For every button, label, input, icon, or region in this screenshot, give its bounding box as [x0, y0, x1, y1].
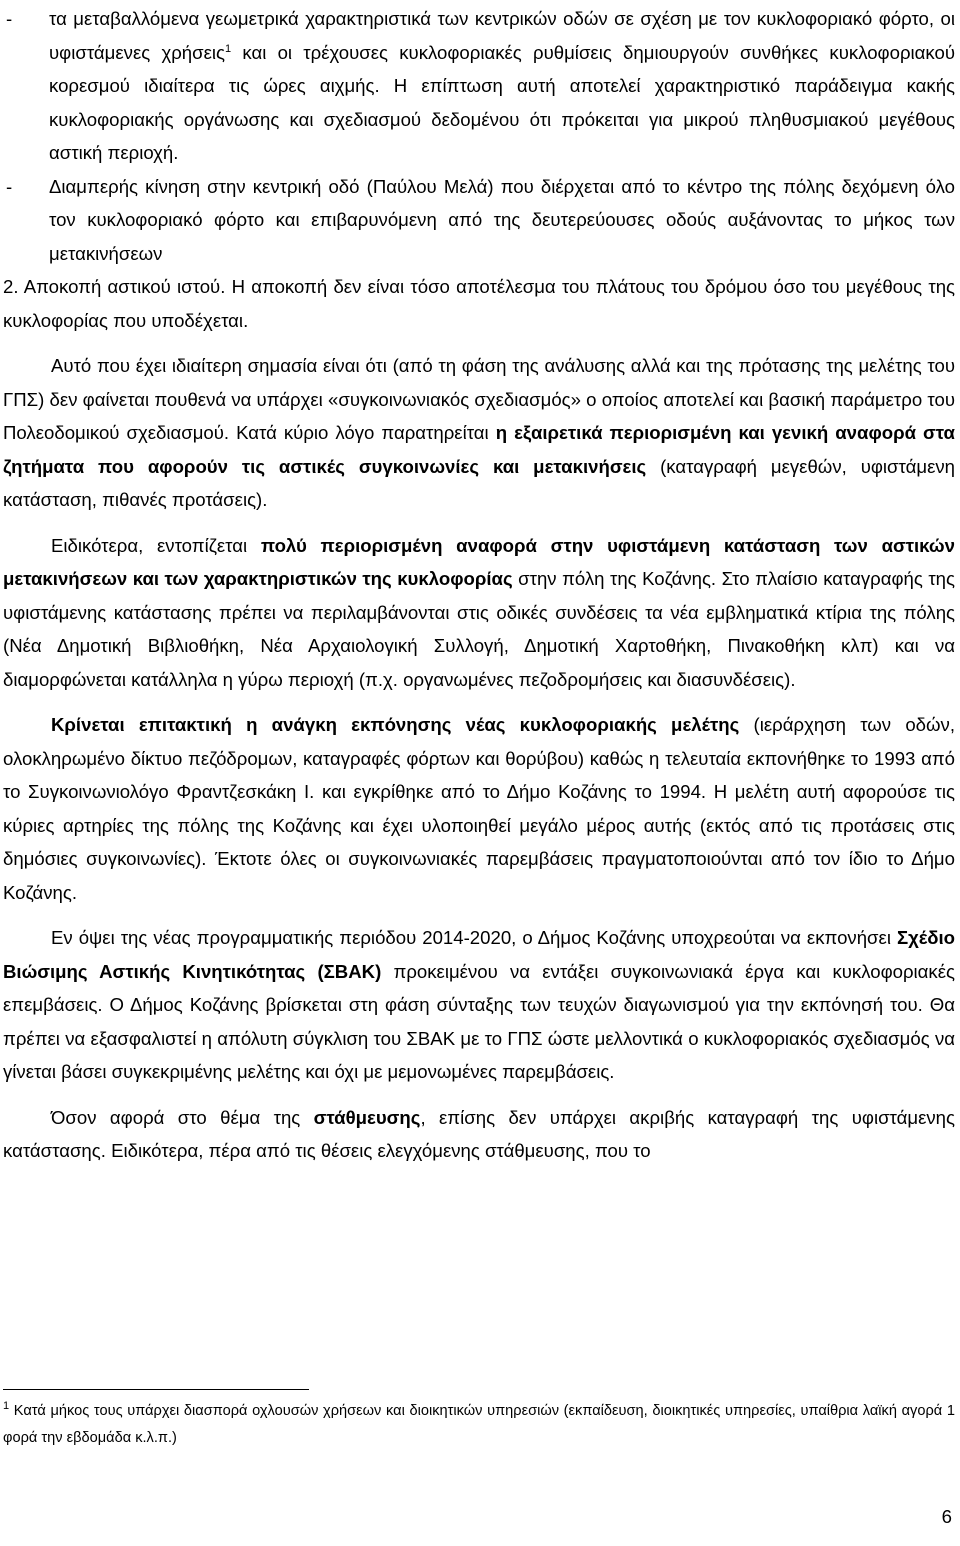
list-item [3, 170, 955, 271]
paragraph: Ειδικότερα, εντοπίζεται πολύ περιορισμένη αναφορά στην υφιστάμενη κατάσταση των αστικών μετακινήσεων και των χαρακτηριστικών της κυκλοφορίας στην πόλη της Κοζάνης. Στο πλαίσιο καταγραφής της υφιστάμενης κατάστασης πρέπει να περιλαμβάνονται στις οδικές συνδέσεις τα νέα εμβληματικά κτίρια της πόλης (Νέα Δημοτική Βιβλιοθήκη, Νέα Αρχαιολογική Συλλογή, Δημοτική Χαρτοθήκη, Πινακοθήκη κλπ) και να διαμορφώνεται κατάλληλα η γύρω περιοχή (π.χ. οργανωμένες πεζοδρομήσεις και διασυνδέσεις). [3, 534, 955, 690]
paragraph: Εν όψει της νέας προγραμματικής περιόδου 2014-2020, ο Δήμος Κοζάνης υποχρεούται να εκπονήσει Σχέδιο Βιώσιμης Αστικής Κινητικότητας (ΣΒΑΚ) προκειμένου να εντάξει συγκοινωνιακά έργα και κυκλοφοριακές επεμβάσεις. Ο Δήμος Κοζάνης βρίσκεται στη φάση σύνταξης των τευχών διαγωνισμού για την εκπόνησή του. Θα πρέπει να εξασφαλιστεί η απόλυτη σύγκλιση του ΣΒΑΚ με το ΓΠΣ ώστε μελλοντικά ο κυκλοφοριακός σχεδιασμός να γίνεται βάσει συγκεκριμένης μελέτης και όχι με μεμονωμένες παρεμβάσεις. [3, 927, 955, 1082]
paragraph: Όσον αφορά στο θέμα της στάθμευσης, επίσης δεν υπάρχει ακριβής καταγραφή της υφιστάμενης κατάστασης. Ειδικότερα, πέρα από τις θέσεις ελεγχόμενης στάθμευσης, που το [3, 1106, 955, 1161]
page-number: 6 [941, 1506, 952, 1527]
footnote-number: 1 [3, 1400, 10, 1413]
footnote-separator [3, 1389, 309, 1390]
bullet-dash: - [6, 175, 13, 197]
numbered-paragraph: 2. Αποκοπή αστικού ιστού. Η αποκοπή δεν είναι τόσο αποτέλεσμα του πλάτους του δρόμου όσο του μεγέθους της κυκλοφορίας που υποδέχεται. [3, 276, 955, 331]
footnote-ref[interactable]: 1 [225, 42, 232, 55]
bullet-dash: - [6, 8, 13, 29]
paragraph: Κρίνεται επιτακτική η ανάγκη εκπόνησης νέας κυκλοφοριακής μελέτης (ιεράρχηση των οδών, ολοκληρωμένο δίκτυο πεζόδρομων, καταγραφές φόρτων και θορύβου) καθώς η τελευταία εκπονήθηκε το 1993 από το Συγκοινωνιολόγο Φραντζεσκάκη Ι. και εγκρίθηκε από το Δήμο Κοζάνης το 1994. Η μελέτη αυτή αφορούσε τις κύριες αρτηρίες της πόλης της Κοζάνης και έχει υλοποιηθεί μεγάλο μέρος αυτής (εκτός από τις προτάσεις στις δημόσιες συγκοινωνίες). Έκτοτε όλες οι συγκοινωνιακές παρεμβάσεις πραγματοποιούνται από τον ίδιο το Δήμο Κοζάνης. [3, 714, 955, 903]
footnote [3, 1398, 955, 1452]
list-item-text: τα μεταβαλλόμενα γεωμετρικά χαρακτηριστικά των κεντρικών οδών σε σχέση με τον κυκλοφοριακό φόρτο, οι υφιστάμενες χρήσεις$^1$ και οι τρέχουσες κυκλοφοριακές ρυθμίσεις δημιουργούν συνθήκες κυκλοφοριακού κορεσμού ιδιαίτερα τις ώρες αιχμής. Η επίπτωση αυτή αποτελεί χαρακτηριστικό παράδειγμα κακής κυκλοφοριακής οργάνωσης και σχεδιασμού δεδομένου ότι πρόκειται για μικρού πληθυσμιακού μεγέθους αστική περιοχή. [49, 8, 955, 163]
list-item-text: Διαμπερής κίνηση στην κεντρική οδό (Παύλου Μελά) που διέρχεται από το κέντρο της πόλης δεχόμενη όλο τον κυκλοφοριακό φόρτο και επιβαρυνόμενη από της δευτερεύουσες οδούς αυξάνοντας το μήκος των μετακινήσεων [49, 175, 955, 264]
body-text [3, 2, 955, 1168]
footnote-text: Κατά μήκος τους υπάρχει διασπορά οχλουσών χρήσεων και διοικητικών υπηρεσιών (εκπαίδευση, διοικητικές υπηρεσίες, υπαίθρια λαϊκή αγορά 1 φορά την εβδομάδα κ.λ.π.) [3, 1403, 955, 1446]
list-item [3, 2, 955, 170]
paragraph: Αυτό που έχει ιδιαίτερη σημασία είναι ότι (από τη φάση της ανάλυσης αλλά και της πρότασης της μελέτης του ΓΠΣ) δεν φαίνεται πουθενά να υπάρχει «συγκοινωνιακός σχεδιασμός» ο οποίος αποτελεί και βασική παράμετρο του Πολεοδομικού σχεδιασμού. Κατά κύριο λόγο παρατηρείται η εξαιρετικά περιορισμένη και γενική αναφορά στα ζητήματα που αφορούν τις αστικές συγκοινωνίες και μετακινήσεις (καταγραφή μεγεθών, υφιστάμενη κατάσταση, πιθανές προτάσεις). [3, 355, 955, 510]
